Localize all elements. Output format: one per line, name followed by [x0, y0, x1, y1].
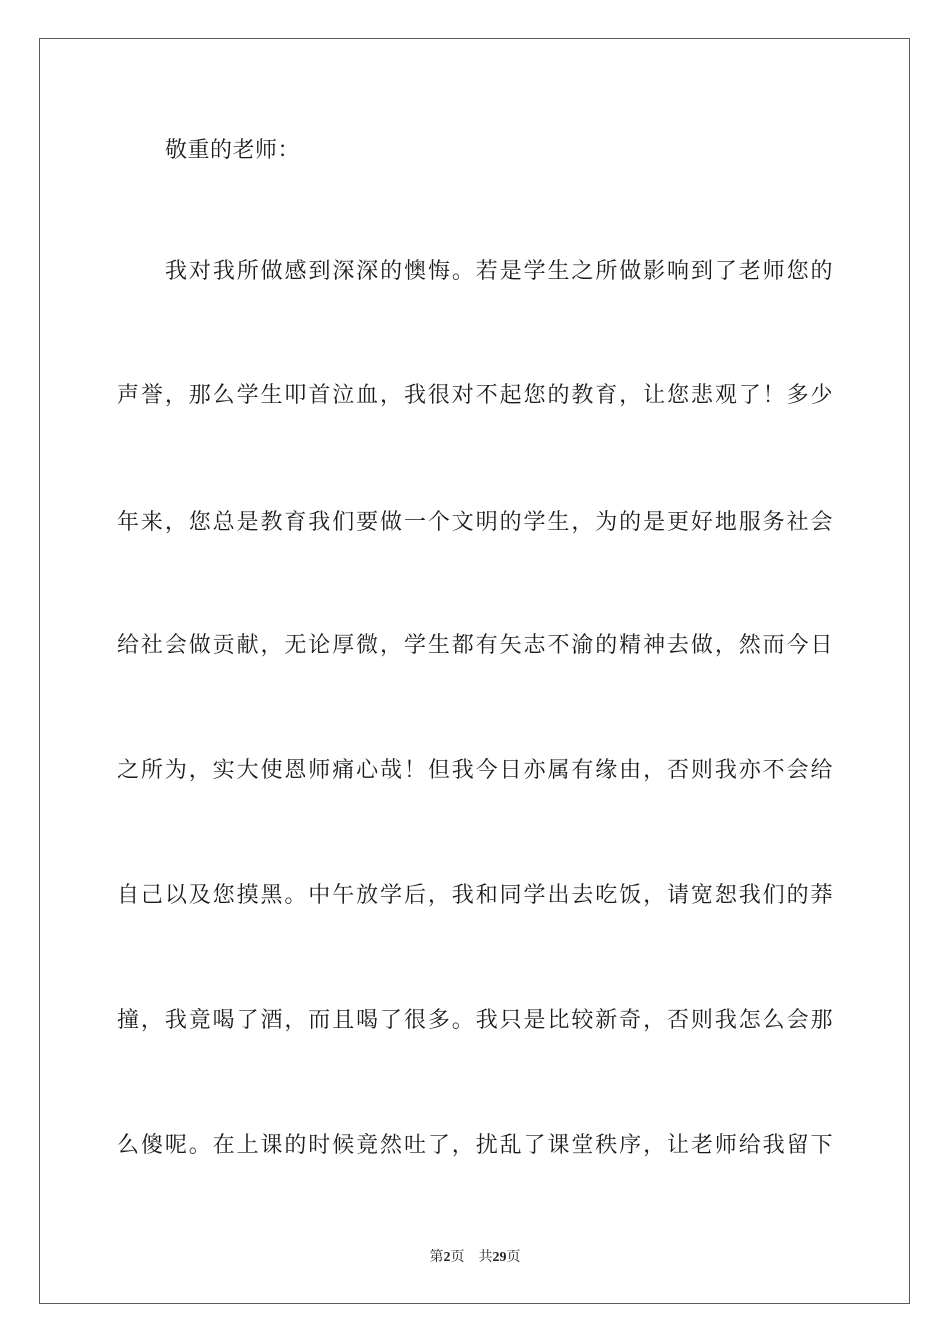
page-border	[39, 38, 910, 1304]
paragraph-line-7: 撞，我竟喝了酒，而且喝了很多。我只是比较新奇，否则我怎么会那	[117, 1008, 833, 1033]
paragraph-line-6: 自己以及您摸黑。中午放学后，我和同学出去吃饭，请宽恕我们的莽	[117, 883, 833, 908]
paragraph-line-2: 声誉，那么学生叩首泣血，我很对不起您的教育，让您悲观了！多少	[117, 383, 833, 408]
page-total: 29	[492, 1250, 507, 1265]
page-number: 2	[443, 1250, 451, 1265]
paragraph-line-3: 年来，您总是教育我们要做一个文明的学生，为的是更好地服务社会	[117, 510, 833, 535]
page-suffix: 页	[450, 1250, 465, 1265]
paragraph-line-1: 我对我所做感到深深的懊悔。若是学生之所做影响到了老师您的	[165, 259, 833, 284]
total-suffix: 页	[506, 1250, 521, 1265]
total-prefix: 共	[478, 1250, 493, 1265]
paragraph-line-5: 之所为，实大使恩师痛心哉！但我今日亦属有缘由，否则我亦不会给	[117, 758, 833, 783]
paragraph-line-8: 么傻呢。在上课的时候竟然吐了，扰乱了课堂秩序，让老师给我留下	[117, 1133, 833, 1158]
page-prefix: 第	[429, 1250, 444, 1265]
salutation: 敬重的老师：	[165, 138, 301, 163]
paragraph-line-4: 给社会做贡献，无论厚微，学生都有矢志不渝的精神去做，然而今日	[117, 633, 833, 658]
page-footer	[0, 1246, 950, 1266]
